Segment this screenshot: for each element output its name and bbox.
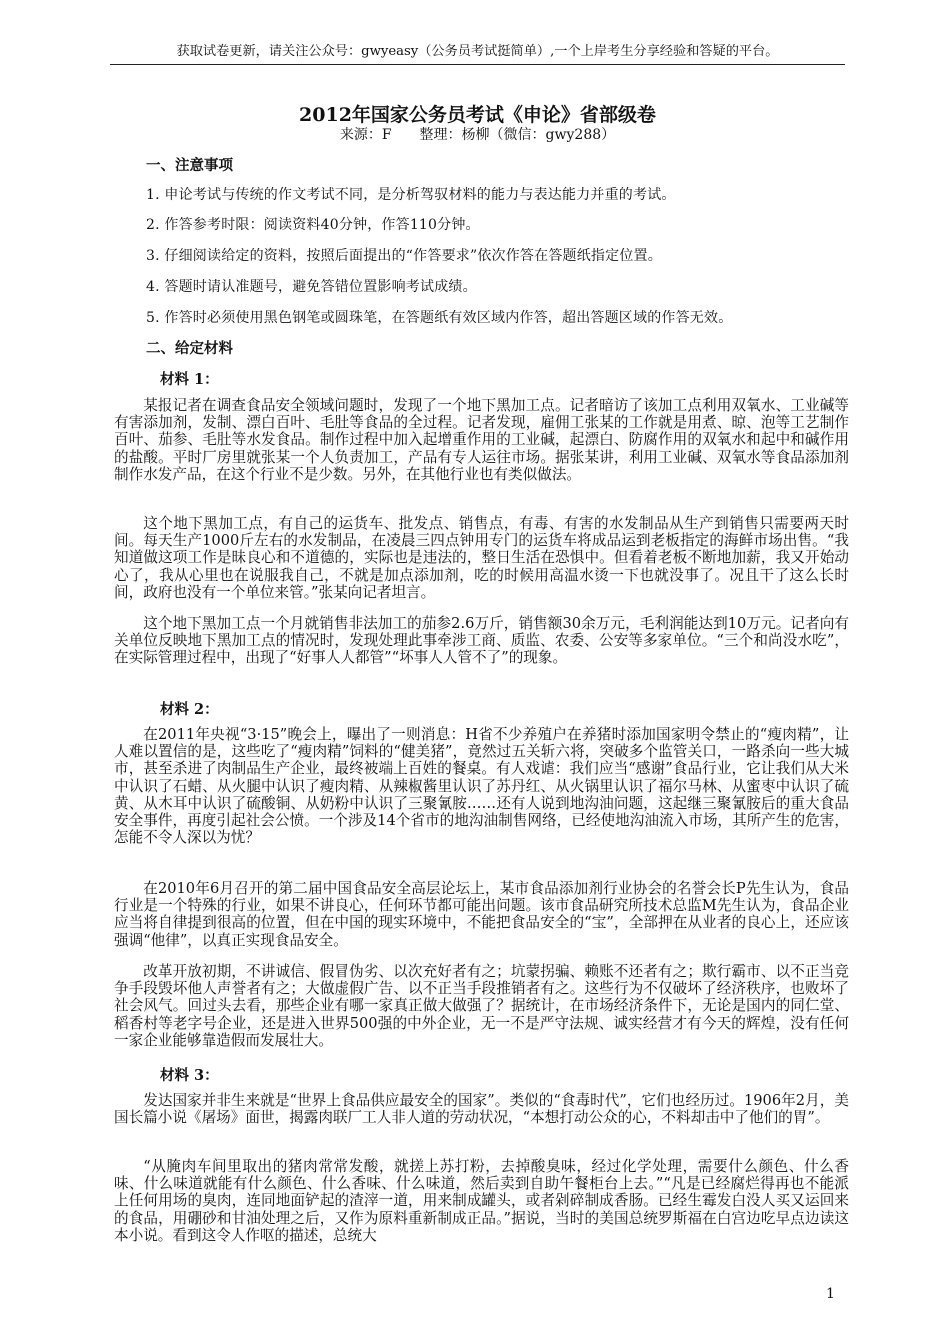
note-item: 1. 申论考试与传统的作文考试不同，是分析驾驭材料的能力与表达能力并重的考试。 [146,187,676,203]
material-3-paragraph: “从腌肉车间里取出的猪肉常常发酸，就搓上苏打粉，去掉酸臭味，经过化学处理，需要什么颜色、什么香味、什么味道就能有什么颜色、什么香味、什么味道，然后卖到自助午餐柜台上去。”“凡是已经腐烂得再也不能派上任何用场的臭肉，连同地面铲起的渣滓一道，用来制成罐头，或者剁碎制成香肠。已经生霉发白没人买又运回来的食品，用硼砂和甘油处理之后，又作为原料重新制成正品。”据说，当时的美国总统罗斯福在白宫边吃早点边读这本小说。看到这令人作呕的描述，总统大 [114,1158,849,1244]
page-number: 1 [826,1286,835,1302]
section-heading-notes: 一、注意事项 [146,157,233,174]
header-divider [110,64,845,65]
material-1-label: 材料 1： [160,371,219,388]
document-title: 2012年国家公务员考试《申论》省部级卷 [299,104,656,126]
material-3-paragraph: 发达国家并非生来就是“世界上食品供应最安全的国家”。类似的“食毒时代”，它们也经历过。1906年2月，美国长篇小说《屠场》面世，揭露肉联厂工人非人道的劳动状况，“本想打动公众的心，不料却击中了他们的胃”。 [114,1092,849,1127]
material-1-paragraph: 这个地下黑加工点，有自己的运货车、批发点、销售点，有毒、有害的水发制品从生产到销售只需要两天时间。每天生产1000斤左右的水发制品，在凌晨三四点钟用专门的运货车将成品运到老板指定的海鲜市场出售。“我知道做这项工作是昧良心和不道德的，实际也是违法的，整日生活在恐惧中。但看着老板不断地加薪，我又开始动心了，我从心里也在说服我自己，不就是加点添加剂，吃的时候用高温水烫一下也就没事了。况且干了这么长时间，政府也没有一个单位来管。”张某向记者坦言。 [114,515,849,601]
material-2-label: 材料 2： [160,701,219,718]
note-item: 4. 答题时请认准题号，避免答错位置影响考试成绩。 [146,279,477,295]
material-2-paragraph: 在2011年央视“3·15”晚会上，曝出了一则消息：H省不少养殖户在养猪时添加国家明令禁止的“瘦肉精”，让人难以置信的是，这些吃了“瘦肉精”饲料的“健美猪”，竟然过五关斩六将，突破多个监管关口，一路杀向一些大城市，甚至杀进了肉制品生产企业，最终被端上百姓的餐桌。有人戏谑：我们应当“感谢”食品行业，它让我们从大米中认识了石蜡、从火腿中认识了瘦肉精、从辣椒酱里认识了苏丹红、从火锅里认识了福尔马林、从蜜枣中认识了硫黄、从木耳中认识了硫酸铜、从奶粉中认识了三聚氰胺……还有人说到地沟油问题，这起继三聚氰胺后的重大食品安全事件，再度引起社会公愤。一个涉及14个省市的地沟油制售网络，已经使地沟油流入市场，其所产生的危害，怎能不令人深以为忧？ [114,726,849,847]
document-subtitle: 来源：F 整理：杨柳（微信：gwy288） [339,127,616,143]
note-item: 2. 作答参考时限：阅读资料40分钟，作答110分钟。 [146,217,480,233]
page-header-notice: 获取试卷更新，请关注公众号：gwyeasy（公务员考试挺简单）,一个上岸考生分享经验和答疑的平台。 [176,44,779,59]
material-1-paragraph: 某报记者在调查食品安全领域问题时，发现了一个地下黑加工点。记者暗访了该加工点利用双氧水、工业碱等有害添加剂，发制、漂白百叶、毛肚等食品的全过程。记者发现，雇佣工张某的工作就是用煮、晾、泡等工艺制作百叶、茄参、毛肚等水发食品。制作过程中加入起增重作用的工业碱，起漂白、防腐作用的双氧水和起中和碱作用的盐酸。平时厂房里就张某一个人负责加工，产品有专人运往市场。据张某讲，利用工业碱、双氧水等食品添加剂制作水发产品，在这个行业不是少数。另外，在其他行业也有类似做法。 [114,397,849,483]
material-2-paragraph: 改革开放初期，不讲诚信、假冒伪劣、以次充好者有之；坑蒙拐骗、赖账不还者有之；欺行霸市、以不正当竞争手段毁坏他人声誉者有之；大做虚假广告、以不正当手段推销者有之。这些行为不仅破坏了经济秩序，也败坏了社会风气。回过头去看，那些企业有哪一家真正做大做强了？据统计，在市场经济条件下，无论是国内的同仁堂、稻香村等老字号企业，还是进入世界500强的中外企业，无一不是严守法规、诚实经营才有今天的辉煌，没有任何一家企业能够靠造假而发展壮大。 [114,963,849,1049]
note-item: 3. 仔细阅读给定的资料，按照后面提出的“作答要求”依次作答在答题纸指定位置。 [146,248,662,264]
note-item: 5. 作答时必须使用黑色钢笔或圆珠笔，在答题纸有效区域内作答，超出答题区域的作答无效。 [146,310,733,326]
material-2-paragraph: 在2010年6月召开的第二届中国食品安全高层论坛上，某市食品添加剂行业协会的名誉会长P先生认为，食品行业是一个特殊的行业，如果不讲良心，任何环节都可能出问题。该市食品研究所技术总监M先生认为，食品企业应当将自律提到很高的位置，但在中国的现实环境中，不能把食品安全的“宝”，全部押在从业者的良心上，还应该强调“他律”，以真正实现食品安全。 [114,880,849,949]
material-1-paragraph: 这个地下黑加工点一个月就销售非法加工的茄参2.6万斤，销售额30余万元，毛利润能达到10万元。记者向有关单位反映地下黑加工点的情况时，发现处理此事牵涉工商、质监、农委、公安等多家单位。“三个和尚没水吃”，在实际管理过程中，出现了“好事人人都管”“坏事人人管不了”的现象。 [114,615,849,667]
material-3-label: 材料 3： [160,1067,219,1084]
section-heading-materials: 二、给定材料 [146,340,233,357]
